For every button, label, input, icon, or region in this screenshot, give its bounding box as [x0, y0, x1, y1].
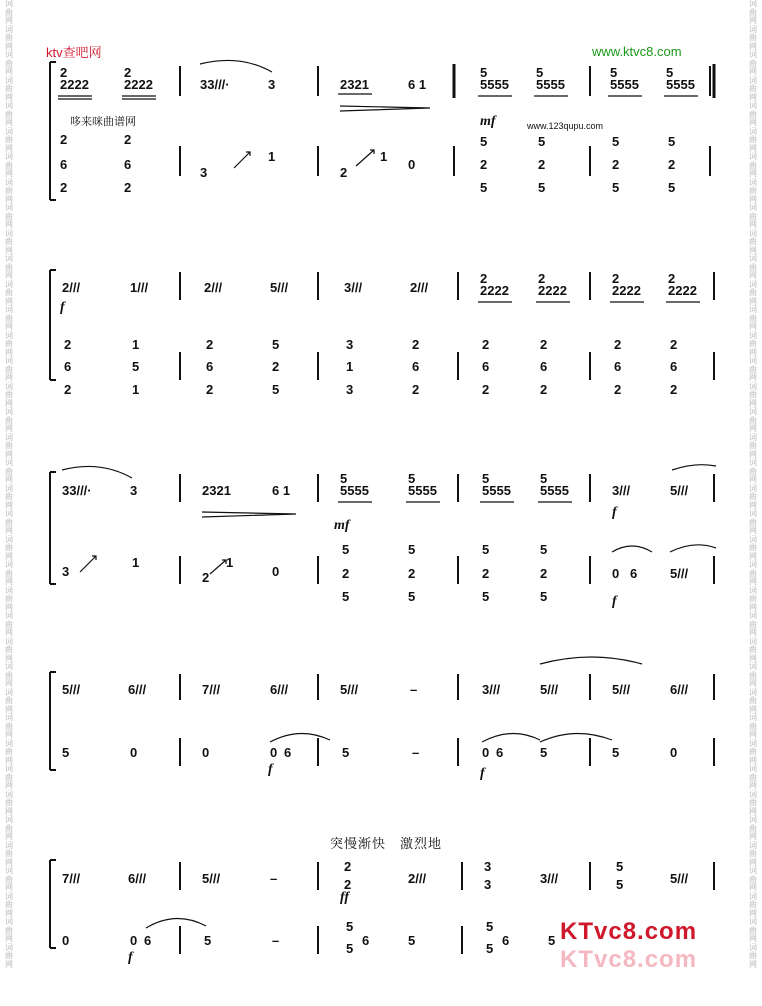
s3-u-8: 5 [540, 471, 548, 486]
s1-l-10c: 5 [612, 180, 620, 195]
s5-dyn-f: f [128, 950, 133, 965]
s4-l-9: 5 [612, 745, 620, 760]
s1-l-6: 1 [380, 149, 388, 164]
s5-l-1: 0 [62, 933, 70, 948]
s3-u-9: 3/// [612, 483, 631, 498]
s2-l-9a: 2 [614, 337, 622, 352]
s2-l-7c: 2 [482, 382, 490, 397]
s3-l-6a: 5 [342, 542, 350, 557]
s4-u-7: 3/// [482, 682, 501, 697]
s2-u-7b: 2222 [480, 283, 509, 298]
s3-u-10: 5/// [670, 483, 689, 498]
s1-u-note-7b: 5555 [480, 77, 509, 92]
s2-u-5: 3/// [344, 280, 363, 295]
s3-u-1: 33///· [62, 483, 92, 498]
s3-dyn-f-upper: f [612, 505, 617, 520]
s3-l-8b: 2 [482, 566, 490, 581]
s3-l-7b: 2 [408, 566, 416, 581]
s4-l-6: – [412, 745, 420, 760]
s5-l-2: 0 [130, 933, 138, 948]
ktv-watermark: ktv查吧网 [46, 45, 102, 60]
s3-u-5: 5 [340, 471, 348, 486]
s2-l-2c: 1 [132, 382, 140, 397]
s3-u-5b: 5555 [340, 483, 369, 498]
s1-l-7: 0 [408, 157, 416, 172]
s2-l-9c: 2 [614, 382, 622, 397]
s4-u-10: 6/// [670, 682, 689, 697]
ktvc8-logo-reflection: KTvc8.com [560, 946, 698, 973]
s5-u-2: 6/// [128, 871, 147, 886]
s1-u-note-4: 3 [268, 77, 276, 92]
s3-u-6b: 5555 [408, 483, 437, 498]
right-side-watermark: 词曲网词曲网词曲网词曲网词曲网词曲网词曲网词曲网词曲网词曲网词曲网词曲网词曲网词曲网词曲网词曲网词曲网词曲网词曲网词曲网词曲网词曲网词曲网词曲网词曲网词曲网词曲网词曲网词曲网词曲网词曲网词曲网词曲网词曲网词曲网词曲网词曲网词曲网 [749, 0, 757, 969]
s2-l-1c: 2 [64, 382, 72, 397]
s5-u-9a: 5 [616, 859, 624, 874]
s1-l-11c: 5 [668, 180, 676, 195]
s4-dyn-f-2: f [480, 766, 485, 781]
s2-dyn-f: f [60, 300, 65, 315]
s3-l-8c: 5 [482, 589, 490, 604]
s3-l-6c: 5 [342, 589, 350, 604]
duolaimi-watermark: 哆来咪曲谱网 [70, 116, 136, 128]
s3-l-10b: 6 [630, 566, 638, 581]
s1-u-note-3: 33///· [200, 77, 230, 92]
s2-l-7b: 6 [482, 359, 490, 374]
s2-l-8b: 6 [540, 359, 548, 374]
s2-u-9: 2 [612, 271, 620, 286]
s1-l-8c: 5 [480, 180, 488, 195]
s1-l-10b: 2 [612, 157, 620, 172]
s2-l-3a: 2 [206, 337, 214, 352]
s2-l-1b: 6 [64, 359, 72, 374]
s2-l-2b: 5 [132, 359, 140, 374]
s2-l-4c: 5 [272, 382, 280, 397]
s2-l-8c: 2 [540, 382, 548, 397]
s2-l-3b: 6 [206, 359, 214, 374]
s3-l-7a: 5 [408, 542, 416, 557]
s2-l-8a: 2 [540, 337, 548, 352]
s1-l-10a: 5 [612, 134, 620, 149]
s2-u-8: 2 [538, 271, 546, 286]
s3-l-11: 5/// [670, 566, 689, 581]
s1-l-4: 1 [268, 149, 276, 164]
s4-l-7: 0 [482, 745, 490, 760]
s1-l-2c: 2 [124, 180, 132, 195]
s1-l-2: 2 [124, 132, 132, 147]
s3-l-3: 2 [202, 570, 210, 585]
s1-l-9b: 2 [538, 157, 546, 172]
s3-u-3: 2321 [202, 483, 231, 498]
s1-l-11a: 5 [668, 134, 676, 149]
s4-l-10: 0 [670, 745, 678, 760]
s2-l-6a: 2 [412, 337, 420, 352]
s1-l-1b: 6 [60, 157, 68, 172]
s1-u-note-1b: 2222 [60, 77, 89, 92]
s5-u-10: 5/// [670, 871, 689, 886]
s5-u-6: 2/// [408, 871, 427, 886]
s4-u-8: 5/// [540, 682, 559, 697]
s5-u-4: – [270, 871, 278, 886]
s1-u-note-5: 2321 [340, 77, 369, 92]
tempo-marking: 突慢渐快 激烈地 [330, 837, 443, 852]
s1-u-note-6: 6 1 [408, 77, 427, 92]
s1-l-8b: 2 [480, 157, 488, 172]
s4-l-4b: 6 [284, 745, 292, 760]
s2-l-6b: 6 [412, 359, 420, 374]
s1-u-note-2b: 2222 [124, 77, 153, 92]
s1-u-note-8b: 5555 [536, 77, 565, 92]
s2-u-10b: 2222 [668, 283, 697, 298]
s4-dyn-f-1: f [268, 762, 273, 777]
s3-l-6b: 2 [342, 566, 350, 581]
s5-u-3: 5/// [202, 871, 221, 886]
s2-l-5c: 3 [346, 382, 354, 397]
s1-l-11b: 2 [668, 157, 676, 172]
s2-u-8b: 2222 [538, 283, 567, 298]
s3-l-2: 1 [132, 555, 140, 570]
s5-l-5b: 5 [346, 941, 354, 956]
s1-l-1: 2 [60, 132, 68, 147]
s4-u-9: 5/// [612, 682, 631, 697]
s3-u-8b: 5555 [540, 483, 569, 498]
s2-l-4b: 2 [272, 359, 280, 374]
s4-u-1: 5/// [62, 682, 81, 697]
s4-l-7b: 6 [496, 745, 504, 760]
s2-l-7a: 2 [482, 337, 490, 352]
s1-u-note-2: 2 [124, 65, 132, 80]
ktvc8-logo: KTvc8.com [560, 918, 698, 945]
s4-u-5: 5/// [340, 682, 359, 697]
s5-l-2b: 6 [144, 933, 152, 948]
s2-l-5a: 3 [346, 337, 354, 352]
s4-l-4: 0 [270, 745, 278, 760]
s5-l-7b: 5 [486, 941, 494, 956]
s5-u-9b: 5 [616, 877, 624, 892]
s1-l-3: 3 [200, 165, 208, 180]
s1-u-note-7: 5 [480, 65, 488, 80]
s2-l-2a: 1 [132, 337, 140, 352]
s1-u-note-10b: 5555 [666, 77, 695, 92]
s5-l-3: 5 [204, 933, 212, 948]
s2-u-10: 2 [668, 271, 676, 286]
s5-dyn-ff: ff [340, 890, 350, 905]
s2-u-6: 2/// [410, 280, 429, 295]
s2-u-2: 1/// [130, 280, 149, 295]
s5-u-7b: 3 [484, 877, 492, 892]
s4-u-6: – [410, 682, 418, 697]
s5-l-4: – [272, 933, 280, 948]
s1-l-1c: 2 [60, 180, 68, 195]
s4-u-4: 6/// [270, 682, 289, 697]
s2-l-10c: 2 [670, 382, 678, 397]
s2-l-3c: 2 [206, 382, 214, 397]
s1-u-note-10: 5 [666, 65, 674, 80]
s4-l-2: 0 [130, 745, 138, 760]
s3-l-8a: 5 [482, 542, 490, 557]
s2-u-4: 5/// [270, 280, 289, 295]
qupu-watermark: www.123qupu.com [527, 121, 604, 131]
left-side-watermark: 词曲网词曲网词曲网词曲网词曲网词曲网词曲网词曲网词曲网词曲网词曲网词曲网词曲网词曲网词曲网词曲网词曲网词曲网词曲网词曲网词曲网词曲网词曲网词曲网词曲网词曲网词曲网词曲网词曲网词曲网词曲网词曲网词曲网词曲网词曲网词曲网词曲网词曲网 [5, 0, 13, 969]
ktvc8-watermark: www.ktvc8.com [592, 44, 682, 59]
s5-u-5b: 2 [344, 877, 352, 892]
s2-l-9b: 6 [614, 359, 622, 374]
s5-u-5a: 2 [344, 859, 352, 874]
s1-u-note-9: 5 [610, 65, 618, 80]
s1-l-8a: 5 [480, 134, 488, 149]
s2-u-3: 2/// [204, 280, 223, 295]
s3-u-7b: 5555 [482, 483, 511, 498]
s2-u-1: 2/// [62, 280, 81, 295]
s4-l-8: 5 [540, 745, 548, 760]
s2-l-10a: 2 [670, 337, 678, 352]
s4-u-2: 6/// [128, 682, 147, 697]
s2-l-5b: 1 [346, 359, 354, 374]
s1-l-9a: 5 [538, 134, 546, 149]
s5-u-7a: 3 [484, 859, 492, 874]
s3-l-4: 1 [226, 555, 234, 570]
s4-u-3: 7/// [202, 682, 221, 697]
s5-l-7a: 5 [486, 919, 494, 934]
s2-l-10b: 6 [670, 359, 678, 374]
s5-u-1: 7/// [62, 871, 81, 886]
s1-l-2b: 6 [124, 157, 132, 172]
s3-u-2: 3 [130, 483, 138, 498]
s5-l-7c: 6 [502, 933, 510, 948]
s2-l-1a: 2 [64, 337, 72, 352]
s1-l-9c: 5 [538, 180, 546, 195]
s2-l-4a: 5 [272, 337, 280, 352]
s3-dyn-f-lower: f [612, 594, 617, 609]
s1-u-note-1: 2 [60, 65, 68, 80]
s4-l-3: 0 [202, 745, 210, 760]
s3-u-6: 5 [408, 471, 416, 486]
s3-u-7: 5 [482, 471, 490, 486]
s3-u-4: 6 1 [272, 483, 291, 498]
s3-l-10: 0 [612, 566, 620, 581]
s2-u-7: 2 [480, 271, 488, 286]
s3-l-5: 0 [272, 564, 280, 579]
s1-l-5: 2 [340, 165, 348, 180]
s5-u-8: 3/// [540, 871, 559, 886]
s4-l-5: 5 [342, 745, 350, 760]
s1-u-note-9b: 5555 [610, 77, 639, 92]
s1-dyn-mf: mf [480, 114, 496, 129]
s3-l-9a: 5 [540, 542, 548, 557]
s3-dyn-mf: mf [334, 518, 350, 533]
s2-l-6c: 2 [412, 382, 420, 397]
s5-l-5c: 6 [362, 933, 370, 948]
s5-l-5a: 5 [346, 919, 354, 934]
s3-l-1: 3 [62, 564, 70, 579]
s4-l-1: 5 [62, 745, 70, 760]
s2-u-9b: 2222 [612, 283, 641, 298]
s5-l-6: 5 [408, 933, 416, 948]
s3-l-9c: 5 [540, 589, 548, 604]
s1-u-note-8: 5 [536, 65, 544, 80]
s3-l-7c: 5 [408, 589, 416, 604]
s5-l-8: 5 [548, 933, 556, 948]
s3-l-9b: 2 [540, 566, 548, 581]
